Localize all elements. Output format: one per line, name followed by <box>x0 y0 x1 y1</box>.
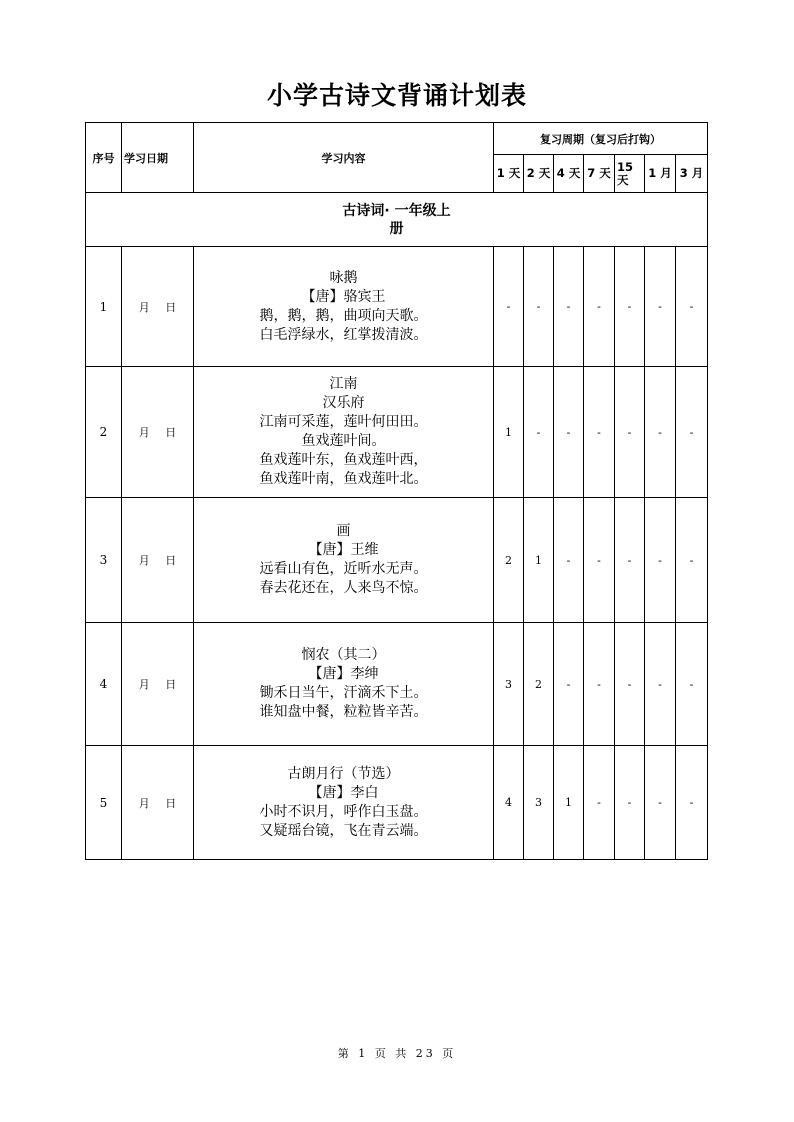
row-number: 4 <box>86 623 122 746</box>
review-checkbox-cell[interactable]: - <box>615 247 645 367</box>
review-checkbox-cell[interactable]: - <box>615 367 645 498</box>
review-day-header: 1 天 <box>494 155 524 193</box>
review-checkbox-cell[interactable]: - <box>554 367 584 498</box>
poem-author: 【唐】骆宾王 <box>301 288 386 305</box>
poem-line: 小时不识月，呼作白玉盘。 <box>259 803 428 820</box>
review-checkbox-cell[interactable]: - <box>615 746 645 860</box>
review-checkbox-cell[interactable]: - <box>615 498 645 623</box>
review-checkbox-cell[interactable]: - <box>676 746 708 860</box>
review-checkbox-cell[interactable]: - <box>676 623 708 746</box>
row-number: 5 <box>86 746 122 860</box>
review-checkbox-cell[interactable]: - <box>676 367 708 498</box>
review-day-header: 1 月 <box>645 155 676 193</box>
poem-content <box>194 247 494 367</box>
poem-title: 悯农（其二） <box>301 647 386 663</box>
section-title-line2: 册 <box>389 220 404 237</box>
study-date: 月 日 <box>122 623 194 746</box>
study-date: 月 日 <box>122 498 194 623</box>
section-row <box>86 193 708 247</box>
poem-line: 又疑瑶台镜，飞在青云端。 <box>259 822 428 839</box>
review-checkbox-cell[interactable]: - <box>676 498 708 623</box>
poem-line: 鱼戏莲叶东，鱼戏莲叶西， <box>259 452 428 468</box>
page-footer: 第 1 页 共 23 页 <box>337 1047 457 1060</box>
poem-author: 【唐】王维 <box>308 542 379 558</box>
review-checkbox-cell[interactable]: 4 <box>494 746 524 860</box>
poem-line: 鹅，鹅，鹅，曲项向天歌。 <box>259 307 428 324</box>
header-row <box>86 123 708 155</box>
review-checkbox-cell[interactable]: - <box>524 247 554 367</box>
review-checkbox-cell[interactable]: - <box>645 623 676 746</box>
table-row <box>86 498 708 623</box>
poem-title: 古朗月行（节选） <box>287 765 400 782</box>
review-checkbox-cell[interactable]: 3 <box>494 623 524 746</box>
poem-line: 谁知盘中餐，粒粒皆辛苦。 <box>259 704 428 720</box>
poem-line: 远看山有色，近听水无声。 <box>259 561 428 577</box>
study-date: 月 日 <box>122 247 194 367</box>
review-checkbox-cell[interactable]: - <box>524 367 554 498</box>
study-date: 月 日 <box>122 367 194 498</box>
poem-line: 白毛浮绿水，红掌拨清波。 <box>259 326 428 343</box>
poem-line: 江南可采莲，莲叶何田田。 <box>259 414 428 430</box>
review-day-header: 7 天 <box>584 155 615 193</box>
review-checkbox-cell[interactable]: - <box>645 367 676 498</box>
review-checkbox-cell[interactable]: - <box>494 247 524 367</box>
review-day-header: 15 天 <box>615 155 645 193</box>
review-checkbox-cell[interactable]: - <box>645 247 676 367</box>
review-checkbox-cell[interactable]: - <box>584 623 615 746</box>
row-number: 3 <box>86 498 122 623</box>
review-checkbox-cell[interactable]: - <box>645 746 676 860</box>
table-row <box>86 623 708 746</box>
poem-title: 咏鹅 <box>329 269 358 286</box>
poem-content <box>194 498 494 623</box>
study-date: 月 日 <box>122 746 194 860</box>
review-checkbox-cell[interactable]: - <box>554 623 584 746</box>
recitation-plan-table <box>85 122 708 860</box>
poem-author: 【唐】李白 <box>308 784 379 801</box>
review-day-header: 2 天 <box>524 155 554 193</box>
review-day-header: 3 月 <box>676 155 708 193</box>
review-checkbox-cell[interactable]: - <box>554 498 584 623</box>
table-row <box>86 746 708 860</box>
poem-content <box>194 367 494 498</box>
poem-content <box>194 746 494 860</box>
review-checkbox-cell[interactable]: 1 <box>494 367 524 498</box>
section-title-line1: 古诗词· 一年级上 <box>342 202 451 219</box>
review-checkbox-cell[interactable]: - <box>584 498 615 623</box>
poem-title: 江南 <box>329 376 358 392</box>
poem-content <box>194 623 494 746</box>
review-checkbox-cell[interactable]: - <box>676 247 708 367</box>
review-checkbox-cell[interactable]: 3 <box>524 746 554 860</box>
row-number: 1 <box>86 247 122 367</box>
section-title <box>86 193 708 247</box>
poem-author: 【唐】李绅 <box>308 666 379 682</box>
poem-line: 锄禾日当午，汗滴禾下土。 <box>259 685 428 701</box>
row-number: 2 <box>86 367 122 498</box>
review-checkbox-cell[interactable]: - <box>645 498 676 623</box>
table-row <box>86 367 708 498</box>
review-checkbox-cell[interactable]: 1 <box>524 498 554 623</box>
page-title: 小学古诗文背诵计划表 <box>266 81 527 110</box>
review-checkbox-cell[interactable]: - <box>584 746 615 860</box>
review-checkbox-cell[interactable]: 1 <box>554 746 584 860</box>
header-num: 序号 <box>86 123 122 193</box>
poem-line: 春去花还在，人来鸟不惊。 <box>259 580 428 596</box>
review-checkbox-cell[interactable]: - <box>554 247 584 367</box>
header-content: 学习内容 <box>194 123 494 193</box>
poem-author: 汉乐府 <box>322 395 365 411</box>
header-review-cycle: 复习周期（复习后打钩） <box>494 123 708 155</box>
table-row <box>86 247 708 367</box>
poem-title: 画 <box>336 523 351 539</box>
review-day-header: 4 天 <box>554 155 584 193</box>
review-checkbox-cell[interactable]: 2 <box>494 498 524 623</box>
review-checkbox-cell[interactable]: 2 <box>524 623 554 746</box>
poem-line: 鱼戏莲叶间。 <box>301 433 386 449</box>
header-date: 学习日期 <box>122 123 194 193</box>
poem-line: 鱼戏莲叶南，鱼戏莲叶北。 <box>259 471 428 487</box>
review-checkbox-cell[interactable]: - <box>584 367 615 498</box>
review-checkbox-cell[interactable]: - <box>615 623 645 746</box>
review-checkbox-cell[interactable]: - <box>584 247 615 367</box>
